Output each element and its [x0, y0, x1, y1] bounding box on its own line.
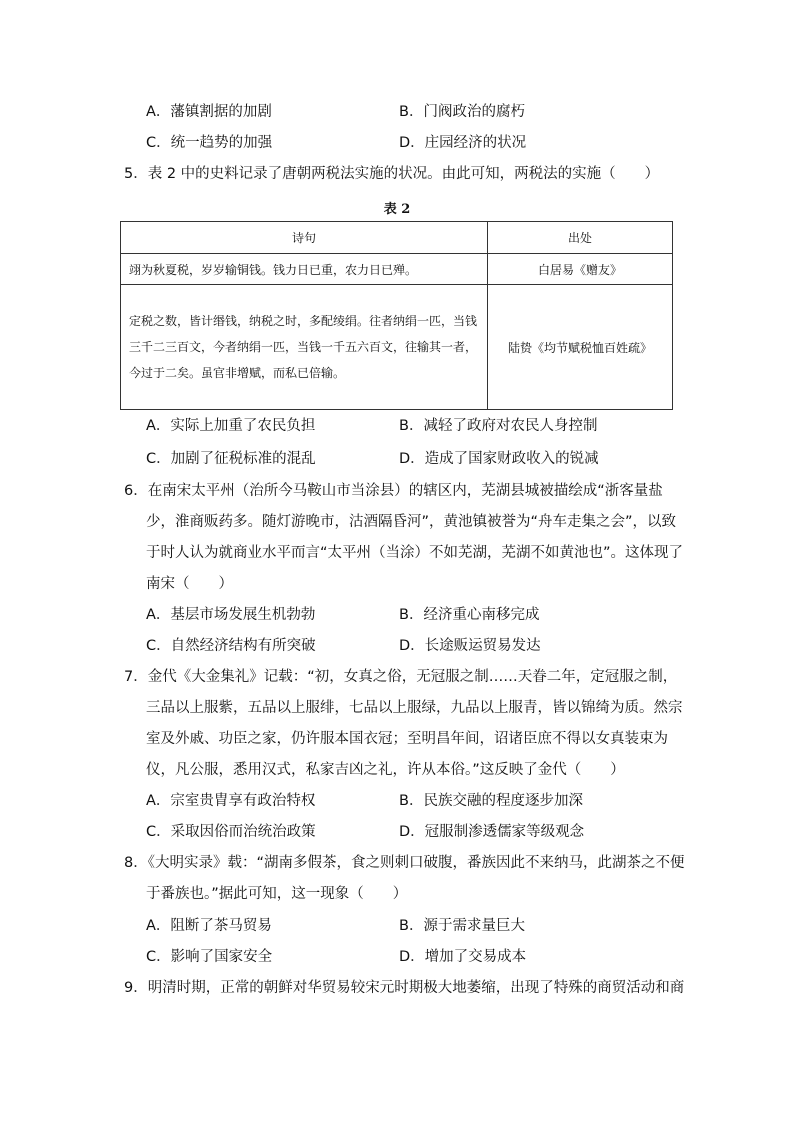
- q7-option-a: A．宗室贵胄享有政治特权: [146, 793, 316, 809]
- q9-line-1: 9．明清时期，正常的朝鲜对华贸易较宋元时期极大地萎缩，出现了特殊的商贸活动和商: [124, 980, 685, 996]
- q7-option-d: D．冠服制渗透儒家等级观念: [399, 824, 585, 840]
- table-cell-source: 陆贽《均节赋税恤百姓疏》: [488, 285, 673, 410]
- table-cell-verse: 翊为秋夏税，岁岁输铜钱。钱力日已重，农力日已殚。: [121, 254, 488, 285]
- table-header-row: [121, 222, 673, 254]
- q6-option-a: A．基层市场发展生机勃勃: [146, 607, 316, 623]
- q8-option-a: A．阻断了茶马贸易: [146, 918, 272, 934]
- q4-option-a: A．藩镇割据的加剧: [146, 104, 272, 120]
- q5-option-c: C．加剧了征税标准的混乱: [146, 451, 316, 467]
- q8-option-b: B．源于需求量巨大: [399, 918, 525, 934]
- q5-stem: 5．表 2 中的史料记录了唐朝两税法实施的状况。由此可知，两税法的实施（ ）: [124, 166, 660, 182]
- table-header-verse: 诗句: [121, 222, 488, 254]
- table-caption: 表 2: [383, 202, 411, 217]
- q8-line-2: 于番族也。”据此可知，这一现象（ ）: [146, 886, 408, 902]
- q6-option-b: B．经济重心南移完成: [399, 607, 540, 623]
- q7-option-b: B．民族交融的程度逐步加深: [399, 793, 583, 809]
- q8-option-d: D．增加了交易成本: [399, 949, 527, 965]
- source-table: [120, 221, 673, 410]
- q6-line-4: 南宋（ ）: [146, 576, 233, 592]
- table-cell-verse: 定税之数，皆计缗钱，纳税之时，多配绫绢。往者纳绢一匹，当钱三千二三百文，今者纳绢一匹，当钱一千五六百文，往输其一者，今过于二矣。虽官非增赋，而私已倍输。: [121, 285, 488, 410]
- q7-line-4: 仪，凡公服，悉用汉式，私家吉凶之礼，许从本俗。”这反映了金代（ ）: [146, 762, 625, 778]
- q6-option-d: D．长途贩运贸易发达: [399, 638, 541, 654]
- q6-line-3: 于时人认为就商业水平而言“太平州（当涂）不如芜湖，芜湖不如黄池也”。这体现了: [146, 545, 684, 561]
- q6-line-1: 6．在南宋太平州（治所今马鞍山市当涂县）的辖区内，芜湖县城被描绘成“浙客量盐: [124, 483, 663, 499]
- q6-option-c: C．自然经济结构有所突破: [146, 638, 316, 654]
- q8-option-c: C．影响了国家安全: [146, 949, 273, 965]
- q7-line-2: 三品以上服紫，五品以上服绯，七品以上服绿，九品以上服青，皆以锦绮为质。然宗: [146, 700, 683, 716]
- q5-option-b: B．减轻了政府对农民人身控制: [399, 418, 598, 434]
- q4-option-c: C．统一趋势的加强: [146, 135, 273, 151]
- q7-line-1: 7．金代《大金集礼》记载：“初，女真之俗，无冠服之制……天眷二年，定冠服之制，: [124, 669, 678, 685]
- table-header-source: 出处: [488, 222, 673, 254]
- table-cell-source: 白居易《赠友》: [488, 254, 673, 285]
- q4-option-d: D．庄园经济的状况: [399, 135, 527, 151]
- q7-line-3: 室及外戚、功臣之家，仍许服本国衣冠；至明昌年间，诏诸臣庶不得以女真装束为: [146, 731, 668, 747]
- table-row: [121, 254, 673, 285]
- q6-line-2: 少，淮商贩药多。随灯游晚市，沽酒隔昏河”，黄池镇被誉为“舟车走集之会”，以致: [146, 514, 677, 530]
- table-row: [121, 285, 673, 410]
- q4-option-b: B．门阀政治的腐朽: [399, 104, 525, 120]
- q5-option-d: D．造成了国家财政收入的锐减: [399, 451, 599, 467]
- q7-option-c: C．采取因俗而治统治政策: [146, 824, 316, 840]
- q5-option-a: A．实际上加重了农民负担: [146, 418, 316, 434]
- q8-line-1: 8．《大明实录》载：“湖南多假茶，食之则刺口破腹，番族因此不来纳马，此湖茶之不便: [124, 855, 685, 871]
